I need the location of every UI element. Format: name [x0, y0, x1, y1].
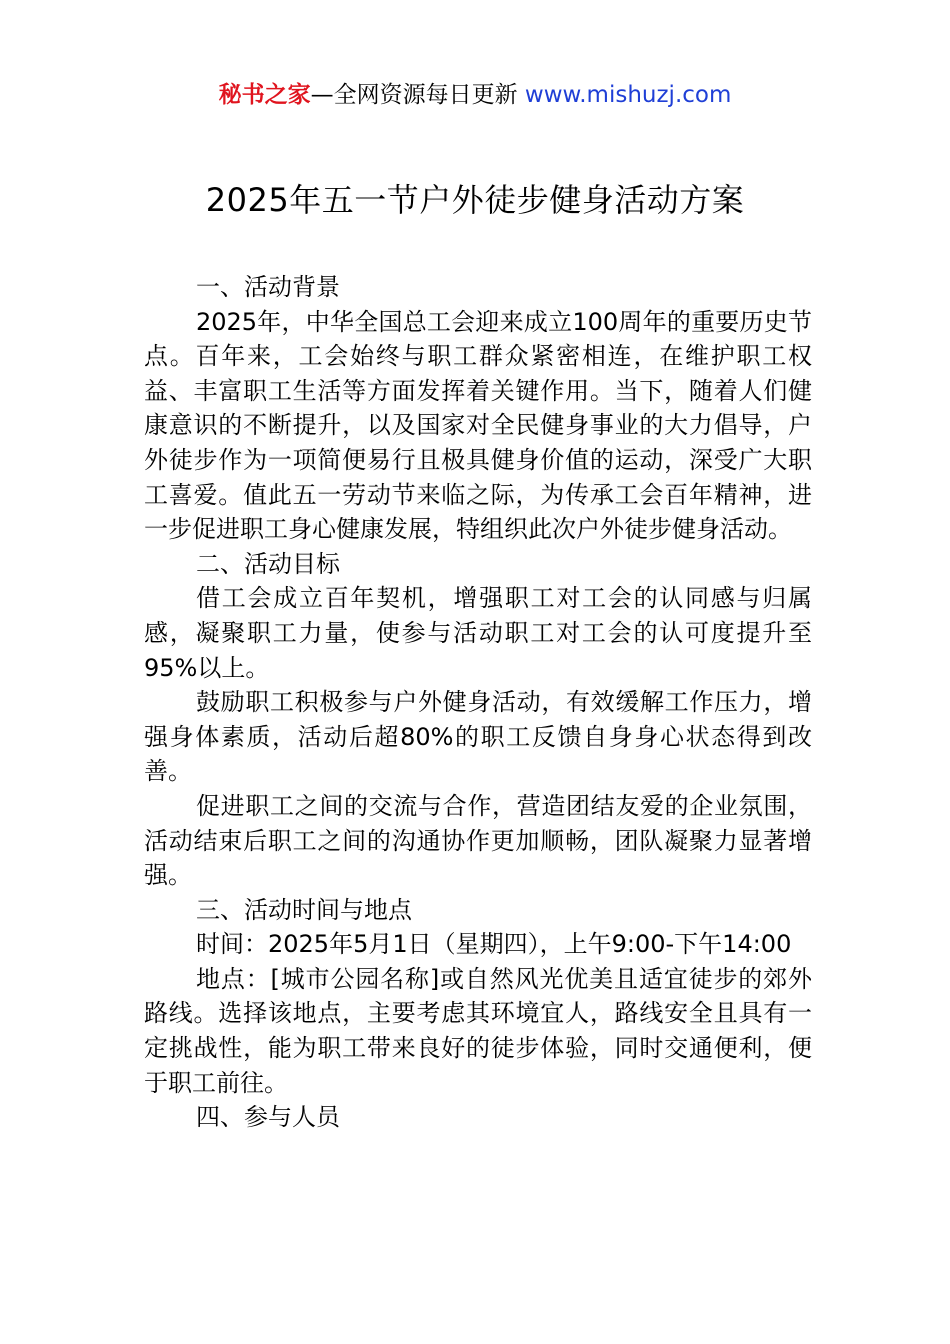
site-url-link[interactable]: www.mishuzj.com — [524, 82, 732, 108]
section-heading-participants: 四、参与人员 — [196, 1103, 340, 1132]
document-body — [144, 270, 812, 1135]
section-heading-time-place: 三、活动时间与地点 — [196, 895, 412, 924]
paragraph-goal-3: 促进职工之间的交流与合作，营造团结友爱的企业氛围，活动结束后职工之间的沟通协作更加顺畅，团队凝聚力显著增强。 — [144, 791, 812, 890]
paragraph-goal-2: 鼓励职工积极参与户外健身活动，有效缓解工作压力，增强身体素质，活动后超80%的职工反馈自身身心状态得到改善。 — [144, 688, 812, 786]
paragraph-goal-1: 借工会成立百年契机，增强职工对工会的认同感与归属感，凝聚职工力量，使参与活动职工对工会的认可度提升至95%以上。 — [144, 584, 812, 682]
paragraph-place: 地点：[城市公园名称]或自然风光优美且适宜徒步的郊外路线。选择该地点，主要考虑其环境宜人，路线安全且具有一定挑战性，能为职工带来良好的徒步体验，同时交通便利，便于职工前往。 — [144, 964, 812, 1097]
document-title: 2025年五一节户外徒步健身活动方案 — [205, 181, 745, 219]
paragraph-background: 2025年，中华全国总工会迎来成立100周年的重要历史节点。百年来，工会始终与职工群众紧密相连，在维护职工权益、丰富职工生活等方面发挥着关键作用。当下，随着人们健康意识的不断提升，以及国家对全民健身事业的大力倡导，户外徒步作为一项简便易行且极具健身价值的运动，深受广大职工喜爱。值此五一劳动节来临之际，为传承工会百年精神，进一步促进职工身心健康发展，特组织此次户外徒步健身活动。 — [144, 307, 812, 544]
site-tagline: —全网资源每日更新 — [310, 82, 525, 108]
site-brand: 秘书之家 — [218, 82, 311, 108]
paragraph-time: 时间：2025年5月1日（星期四），上午9:00-下午14:00 — [196, 930, 792, 959]
section-heading-background: 一、活动背景 — [196, 273, 340, 301]
site-header — [0, 78, 950, 112]
section-heading-goals: 二、活动目标 — [196, 549, 340, 578]
